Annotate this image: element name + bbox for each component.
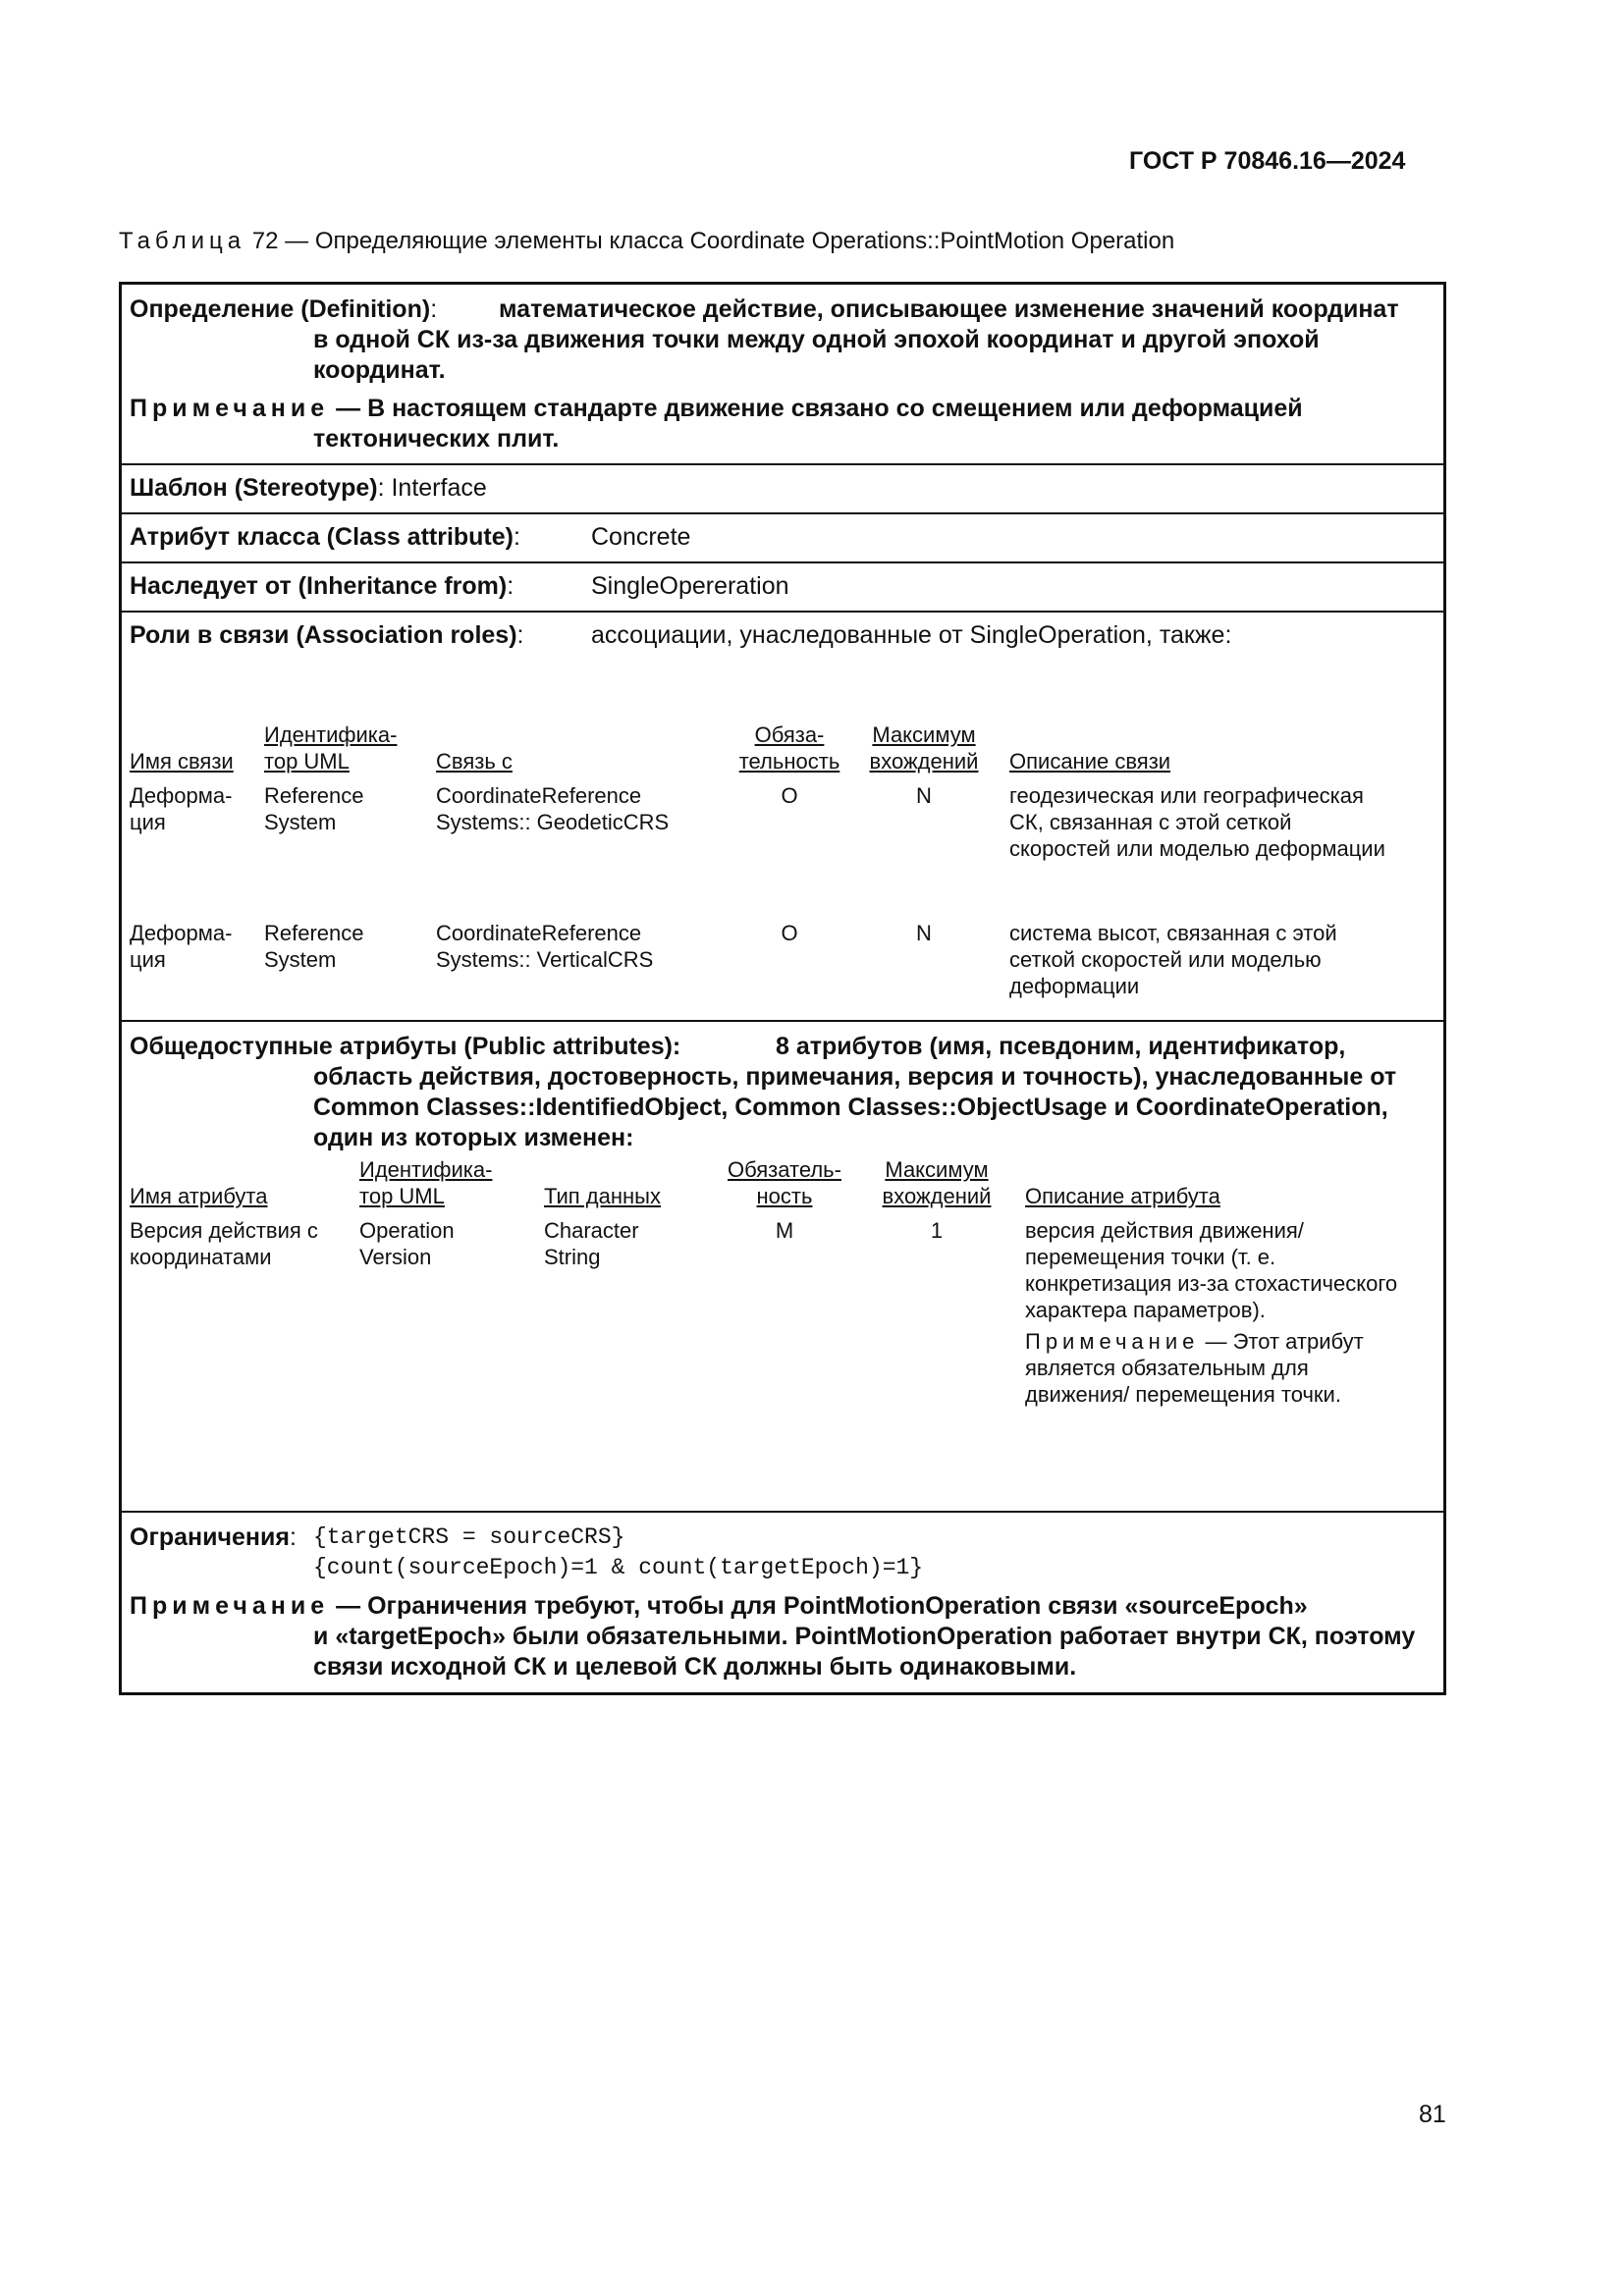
definition-table: [119, 282, 1446, 1695]
assoc-row-2-desc-2: сеткой скоростей или моделью: [1009, 947, 1322, 972]
attr-row-desc-2: перемещения точки (т. е.: [1025, 1245, 1276, 1269]
attr-row-oblig: M: [775, 1218, 794, 1243]
page-number: 81: [1419, 2101, 1446, 2128]
constraints-label: Ограничения:: [130, 1523, 297, 1551]
assoc-header-oblig-2: тельность: [738, 749, 840, 774]
assoc-header-uml-2: тор UML: [264, 749, 350, 774]
constraints-note-2: и «targetEpoch» были обязательными. PointMotionOperation работает внутри СК, поэтому: [313, 1623, 1416, 1650]
assoc-row-1-name-2: ция: [130, 810, 166, 834]
attr-row-note-3: движения/ перемещения точки.: [1025, 1382, 1341, 1407]
assoc-row-1-desc-3: скоростей или моделью деформации: [1009, 836, 1385, 861]
assoc-row-1-link-2: Systems:: GeodeticCRS: [436, 810, 670, 834]
assoc-row-2-oblig: O: [781, 921, 798, 945]
assoc-row-1-uml-2: System: [264, 810, 337, 834]
assoc-row-2-desc-1: система высот, связанная с этой: [1009, 921, 1337, 945]
definition-row: [122, 285, 1443, 465]
attr-header-type: Тип данных: [544, 1184, 661, 1208]
assoc-row-2-max: N: [916, 921, 932, 945]
assoc-header-max-2: вхождений: [869, 749, 979, 774]
assoc-header-oblig-1: Обяза-: [754, 722, 825, 747]
constraints-note-1: Примечание — Ограничения требуют, чтобы для PointMotionOperation связи «sourceEpoch»: [130, 1592, 1308, 1620]
assoc-row-2-uml-1: Reference: [264, 921, 364, 945]
standard-number: ГОСТ Р 70846.16—2024: [1129, 147, 1406, 175]
definition-label: Определение (Definition):: [130, 295, 438, 323]
attr-row-name-1: Версия действия с: [130, 1218, 318, 1243]
public-attributes-line-1: 8 атрибутов (имя, псевдоним, идентификатор,: [776, 1033, 1346, 1060]
public-attributes-line-4: один из которых изменен:: [313, 1124, 634, 1151]
attr-header-oblig-2: ность: [756, 1184, 813, 1208]
assoc-row-1-uml-1: Reference: [264, 783, 364, 808]
definition-line-1: математическое действие, описывающее изменение значений координат: [499, 295, 1399, 323]
class-attribute-value: Concrete: [591, 523, 691, 551]
attr-row-type-2: String: [544, 1245, 601, 1269]
definition-line-2: в одной СК из-за движения точки между одной эпохой координат и другой эпохой: [313, 326, 1320, 353]
assoc-row-2-uml-2: System: [264, 947, 337, 972]
assoc-row-2-name-2: ция: [130, 947, 166, 972]
attr-row-note-1: Примечание — Этот атрибут: [1025, 1329, 1364, 1354]
attr-row-uml-1: Operation: [359, 1218, 455, 1243]
inheritance-value: SingleOpereration: [591, 572, 789, 600]
assoc-row-1-link-1: CoordinateReference: [436, 783, 642, 808]
constraint-code-1: {targetCRS = sourceCRS}: [313, 1524, 625, 1550]
attr-header-oblig-1: Обязатель-: [728, 1157, 841, 1182]
assoc-header-name: Имя связи: [130, 749, 234, 774]
attr-row-type-1: Character: [544, 1218, 639, 1243]
class-attribute-row: [122, 514, 1443, 563]
caption-text: 72 — Определяющие элементы класса Coordinate Operations::PointMotion Operation: [251, 228, 1175, 254]
assoc-row-1-name-1: Деформа-: [130, 783, 233, 808]
attr-row-desc-4: характера параметров).: [1025, 1298, 1266, 1322]
caption-prefix: Таблица: [119, 228, 246, 254]
assoc-row-2-link-2: Systems:: VerticalCRS: [436, 947, 654, 972]
attr-header-uml-2: тор UML: [359, 1184, 445, 1208]
attr-row-desc-1: версия действия движения/: [1025, 1218, 1304, 1243]
public-attributes-row: [122, 1022, 1443, 1513]
attr-row-max: 1: [930, 1218, 944, 1243]
table-caption: [119, 228, 1174, 255]
constraints-note-3: связи исходной СК и целевой СК должны быть одинаковыми.: [313, 1653, 1077, 1681]
assoc-header-max-1: Максимум: [872, 722, 976, 747]
public-attributes-label: Общедоступные атрибуты (Public attributes):: [130, 1033, 681, 1060]
class-attribute-label: Атрибут класса (Class attribute):: [130, 523, 520, 551]
stereotype: Шаблон (Stereotype): Interface: [130, 474, 487, 502]
inheritance-label: Наследует от (Inheritance from):: [130, 572, 514, 600]
association-label: Роли в связи (Association roles):: [130, 621, 524, 649]
assoc-row-1-desc-1: геодезическая или географическая: [1009, 783, 1364, 808]
assoc-row-2-link-1: CoordinateReference: [436, 921, 642, 945]
assoc-header-desc: Описание связи: [1009, 749, 1171, 774]
attr-header-desc: Описание атрибута: [1025, 1184, 1220, 1208]
attr-header-uml-1: Идентифика-: [359, 1157, 493, 1182]
public-attributes-line-3: Common Classes::IdentifiedObject, Common Classes::ObjectUsage и CoordinateOperation,: [313, 1094, 1388, 1121]
attr-row-note-2: является обязательным для: [1025, 1356, 1309, 1380]
definition-line-3: координат.: [313, 356, 446, 384]
inheritance-row: [122, 563, 1443, 613]
association-value: ассоциации, унаследованные от SingleOperation, также:: [591, 621, 1232, 649]
attr-header-max-1: Максимум: [885, 1157, 989, 1182]
attr-row-desc-3: конкретизация из-за стохастического: [1025, 1271, 1398, 1296]
assoc-row-2-desc-3: деформации: [1009, 974, 1140, 998]
public-attributes-line-2: область действия, достоверность, примечания, версия и точность), унаследованные от: [313, 1063, 1397, 1091]
assoc-row-1-oblig: O: [781, 783, 798, 808]
assoc-row-1-desc-2: СК, связанная с этой сеткой: [1009, 810, 1292, 834]
constraint-code-2: {count(sourceEpoch)=1 & count(targetEpoch)=1}: [313, 1555, 924, 1580]
constraints-row: [122, 1513, 1443, 1692]
assoc-header-uml-1: Идентифика-: [264, 722, 398, 747]
assoc-row-2-name-1: Деформа-: [130, 921, 233, 945]
definition-note-line-2: тектонических плит.: [313, 425, 560, 453]
attr-row-uml-2: Version: [359, 1245, 432, 1269]
attr-header-max-2: вхождений: [882, 1184, 992, 1208]
definition-note: Примечание — В настоящем стандарте движение связано со смещением или деформацией: [130, 395, 1303, 422]
association-row: [122, 613, 1443, 1022]
assoc-row-1-max: N: [916, 783, 932, 808]
stereotype-row: [122, 465, 1443, 514]
attr-row-name-2: координатами: [130, 1245, 272, 1269]
assoc-header-link: Связь с: [436, 749, 513, 774]
attr-header-name: Имя атрибута: [130, 1184, 268, 1208]
